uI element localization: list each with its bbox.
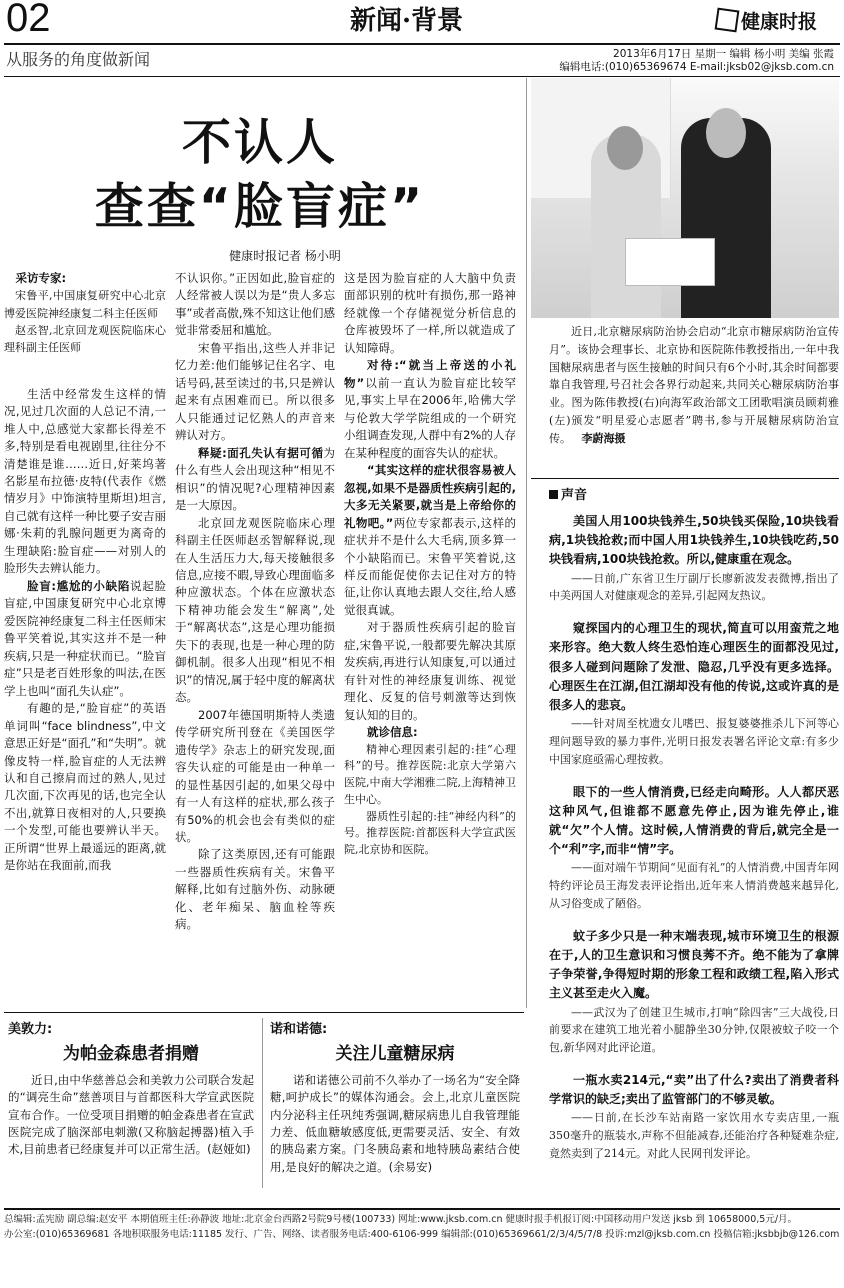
paragraph-text: 两位专家都表示,这样的症状并不是什么大毛病,顶多算一个小缺陷而已。宋鲁平笑着说,这样反而能促使你去记住对方的特征,让你认真地去跟人交往,给人感觉很真诚。 [344, 515, 516, 617]
article-column-3 [344, 270, 516, 1004]
section-title: 新闻·背景 [350, 6, 464, 36]
photo-head-left [607, 126, 643, 170]
photo-credit: 李蔚海摄 [581, 431, 626, 445]
voice-item [549, 927, 839, 1057]
voice-source: ——日前,在长沙车站南路一家饮用水专卖店里,一瓶350毫升的瓶装水,声称不但能减春,还能治疗各种疑难杂症,竟然卖到了214元。对此人民网刊发评论。 [549, 1111, 839, 1160]
clinic-info-label: 就诊信息: [367, 725, 418, 740]
article-column-1 [4, 270, 166, 1004]
paragraph: 2007年德国明斯特人类遗传学研究所刊登在《美国医学遗传学》杂志上的研究发现,面容失认症的可能是由一种单一的显性基因引起的,如果父母中有一人有这样的症状,那么孩子有50%的机会也会有类似的症状。 [175, 707, 335, 844]
voices-heading: 声音 [549, 486, 587, 506]
subhead-inline: 释疑:面孔失认有据可循 [198, 445, 324, 460]
voice-item [549, 619, 839, 768]
footer-line-2: 办公室:(010)65369681 各地积联服务电话:11185 发行、广告、网络、读者服务电话:400-6106-999 编辑部:(010)65369661/2/3/4/5/7/8 投诉:mzl@jksb.com.cn 投稿信箱:jksbbjb@126.com [4, 1229, 840, 1240]
paragraph: 生活中经常发生这样的情况,见过几次面的人总记不清,一堆人中,总感觉大家都长得差不多,特别是看电视剧里,往往分不清楚谁是谁……近日,好莱坞著名影星布拉德·皮特(代表作《燃情岁月》中饰演特里斯坦)坦言,自己就有这样一种比要子安吉丽娜·朱莉的乳腺问题更为离奇的生理缺陷:脸盲症——对别人的脸形失去辨认能力。 [4, 386, 166, 576]
footer-line-1: 总编辑:孟宪励 副总编:赵安平 本期值班主任:孙静波 地址:北京金台西路2号院9号楼(100733) 网址:www.jksb.com.cn 健康时报手机报订阅:中国移动用户发送 jksb 到 10658000,5元/月。 [4, 1214, 798, 1225]
slogan: 从服务的角度做新闻 [6, 50, 151, 69]
voice-item [549, 783, 839, 913]
footer-rule [4, 1208, 840, 1210]
header-rule [4, 43, 840, 45]
voice-source: ——日前,广东省卫生厅副厅长廖新波发表微博,指出了中美两国人对健康观念的差异,引起网友热议。 [549, 571, 839, 603]
subhead-inline: 对待:“就当上帝送的小礼物” [344, 358, 516, 390]
voice-item [549, 512, 839, 605]
paragraph: 有趣的是,“脸盲症”的英语单词叫“face blindness”,中文意思正好是“面孔”和“失明”。就像皮特一样,脸盲症的人无法辨认和自己擦肩而过的熟人,见过几次面,下次再见的话,也完全认不出,就算日夜相对的人,只要换一个发型,可能也要辨认半天。正所谓“世界上最遥远的距离,就是你站在我面前,而我 [4, 701, 166, 873]
brief-credit: (余易安) [388, 1159, 433, 1174]
brief-body: 诺和诺德公司前不久举办了一场名为“安全降糖,呵护成长”的媒体沟通会。会上,北京儿童医院内分泌科主任巩纯秀强调,糖尿病患儿自我管理能力差、低血糖敏感度低,更需要灵活、安全、有效的胰岛素方案。门冬胰岛素和地特胰岛素结合使用,是良好的解决之道。(余易安) [270, 1072, 520, 1174]
paragraph [4, 578, 166, 700]
section-rule [531, 478, 839, 479]
paragraph [175, 445, 335, 515]
voice-item [549, 1071, 839, 1163]
newspaper-logo [716, 8, 817, 36]
brief-credit: (赵娅如) [207, 1142, 251, 1157]
brief-title: 为帕金森患者捐赠 [63, 1043, 199, 1064]
brief-medtronic [8, 1020, 254, 1192]
voice-quote: 美国人用100块钱养生,50块钱买保险,10块钱看病,1块钱抢救;而中国人用1块钱养生,10块钱吃药,50块钱看病,100块钱抢救。所以,健康重在观念。 [549, 514, 839, 567]
square-bullet-icon [549, 490, 558, 499]
voice-quote: 窥探国内的心理卫生的现状,简直可以用蛮荒之地来形容。绝大数人终生恐怕连心理医生的面都没见过,很多人碰到问题除了发泄、隐忍,几乎没有更多选择。心理医生在江湖,但江湖却没有他的传说,这或许真的是很多人的悲哀。 [549, 621, 839, 712]
article-column-2 [175, 270, 335, 1004]
caption-text: 近日,北京糖尿病防治协会启动“北京市糖尿病防治宣传月”。该协会理事长、北京协和医院陈伟教授指出,一年中我国糖尿病患者与医生接触的时间只有6个小时,其余时间都要靠自我管理,号召社会各界行动起来,共同关心糖尿病防治事业。图为陈伟教授(右)向海军政治部文工团歌唱演员顾莉雅(左)颁发“明星爱心志愿者”聘书,参与开展糖尿病防治宣传。 李蔚海摄 [549, 325, 839, 445]
paragraph [344, 357, 516, 462]
header-rule-2 [4, 76, 840, 77]
brief-title: 关注儿童糖尿病 [335, 1043, 455, 1064]
expert-2: 赵丞智,北京回龙观医院临床心理科副主任医师 [4, 323, 166, 354]
voice-source: ——面对端午节期间“见面有礼”的人情消费,中国青年网特约评论员王海发表评论指出,近年来人情消费越来越异化,从习俗变成了陋俗。 [549, 861, 839, 910]
column-divider [526, 78, 527, 1008]
paragraph [344, 462, 516, 619]
logo-text: 健康时报 [741, 11, 818, 33]
brief-label: 诺和诺德: [270, 1022, 328, 1037]
paragraph-text: 说起脸盲症,中国康复研究中心北京博爱医院神经康复二科主任医师宋鲁平笑着说,其实这并不是一种疾病,只是一种症状而已。“脸盲症”只是老百姓形象的叫法,在医学上也叫“面孔失认症”。 [4, 578, 166, 698]
voice-quote: 一瓶水卖214元,“卖”出了什么?卖出了消费者科学常识的缺乏;卖出了监管部门的不够灵敏。 [549, 1072, 839, 1107]
briefs-divider [262, 1018, 263, 1188]
quote-inline: “其实这样的症状很容易被人忽视,如果不是器质性疾病引起的,大多无关紧要,就当是上帝给你的礼物吧。” [344, 463, 516, 530]
voice-quote: 眼下的一些人情消费,已经走向畸形。人人都厌恶这种风气,但谁都不愿意先停止,因为谁先停止,谁就“欠”个人情。这时候,人情消费的背后,就完全是一个“利”字,而非“情”字。 [549, 784, 839, 857]
byline: 健康时报记者 杨小明 [229, 249, 341, 263]
brief-label: 美敦力: [8, 1022, 53, 1037]
paragraph: 北京回龙观医院临床心理科副主任医师赵丞智解释说,现在人生活压力大,每天接触很多信息,应接不暇,导致心理面临多种应激状态。个体在应激状态下精神功能会发生“解离”,处于“解离状态”,这是心理功能损失下的表现,也是一种心理的防御机制。很多人出现“相见不相识”的情况,属于轻中度的解离状态。 [175, 515, 335, 705]
news-photo [531, 78, 839, 318]
photo-caption [549, 323, 839, 448]
briefs-rule [4, 1012, 524, 1013]
contact-line: 编辑电话:(010)65369674 E-mail:jksb02@jksb.com.cn [559, 61, 834, 73]
voice-source: ——针对周至枕遗女儿嗜巴、报复婆婆推杀儿下河等心理问题导致的暴力事件,光明日报发表署名评论文章:有多少中国家庭亟需心理按救。 [549, 717, 839, 766]
voices-list [549, 512, 839, 1177]
headline-line-1: 不认人 [181, 114, 338, 171]
paragraph: 除了这类原因,还有可能跟一些器质性疾病有关。宋鲁平解释,比如有过脑外伤、动脉硬化、老年痴呆、脑血栓等疾病。 [175, 847, 335, 932]
voice-source: ——武汉为了创建卫生城市,打响“除四害”三大战役,日前要求在建筑工地光着小腿静坐30分钟,仅限被蚊子咬一个包,新华网对此评论道。 [549, 1005, 839, 1055]
paragraph-text: 以前一直认为脸盲症比较罕见,事实上早在2006年,哈佛大学与伦敦大学学院组成的一个研究小组调查发现,人群中有2%的人存在某种程度的面容失认的症状。 [344, 375, 516, 460]
page-number: 02 [6, 0, 51, 40]
paragraph: 不认识你。”正因如此,脸盲症的人经常被人误以为是“贵人多忘事”或者高傲,殊不知这让他们感觉非常委屈和尴尬。 [175, 271, 335, 338]
clinic-info-neuro: 器质性引起的:挂“神经内科”的号。推荐医院:首都医科大学宣武医院,北京协和医院。 [344, 809, 516, 856]
date-editor-line: 2013年6月17日 星期一 编辑 杨小明 美编 张霞 [613, 48, 834, 60]
voice-quote: 蚊子多少只是一种末端表现,城市环境卫生的根源在于,人的卫生意识和习惯良莠不齐。绝不能为了拿牌子争荣誉,争得短时期的形象工程和政绩工程,陷入形式主义甚至走火入魔。 [549, 928, 839, 1001]
paragraph-text: 为什么有些人会出现这种“相见不相识”的情况呢?心理精神因素是一大原因。 [175, 445, 335, 513]
paragraph: 宋鲁平指出,这些人并非记忆力差:他们能够记住名字、电话号码,甚至读过的书,只是辨认起来有点困难而已。所以很多人只能通过记忆熟人的声音来辨认对方。 [175, 340, 335, 443]
brief-novo-nordisk [270, 1020, 520, 1192]
photo-head-right [706, 108, 746, 158]
headline-line-2: 查查“脸盲症” [94, 178, 426, 235]
photo-certificate [625, 238, 715, 286]
subhead-inline: 脸盲:尴尬的小缺陷 [27, 578, 131, 593]
expert-1: 宋鲁平,中国康复研究中心北京博爱医院神经康复二科主任医师 [4, 289, 166, 320]
logo-mark-icon [715, 8, 740, 33]
experts-label: 采访专家: [15, 271, 67, 285]
brief-body: 近日,由中华慈善总会和美敦力公司联合发起的“调亮生命”慈善项目与首都医科大学宣武医院宣布合作。一位受项目捐赠的帕金森患者在宣武医院完成了脑深部电刺激(又称脑起搏器)植入手术,目前患者已经康复并可以正常生活。(赵娅如) [8, 1072, 254, 1157]
clinic-info-psych: 精神心理因素引起的:挂“心理科”的号。推荐医院:北京大学第六医院,中南大学湘雅二院,上海精神卫生中心。 [344, 742, 516, 806]
paragraph: 对于器质性疾病引起的脸盲症,宋鲁平说,一般都要先解决其原发疾病,再进行认知康复,可以通过有针对性的神经康复训练、视觉理化、反复的信号刺激等达到恢复认知的目的。 [344, 620, 516, 722]
paragraph: 这是因为脸盲症的人大脑中负责面部识别的枕叶有损伤,那一路神经就像一个存储视觉分析信息的仓库被毁坏了一样,所以就造成了认知障碍。 [344, 271, 516, 355]
